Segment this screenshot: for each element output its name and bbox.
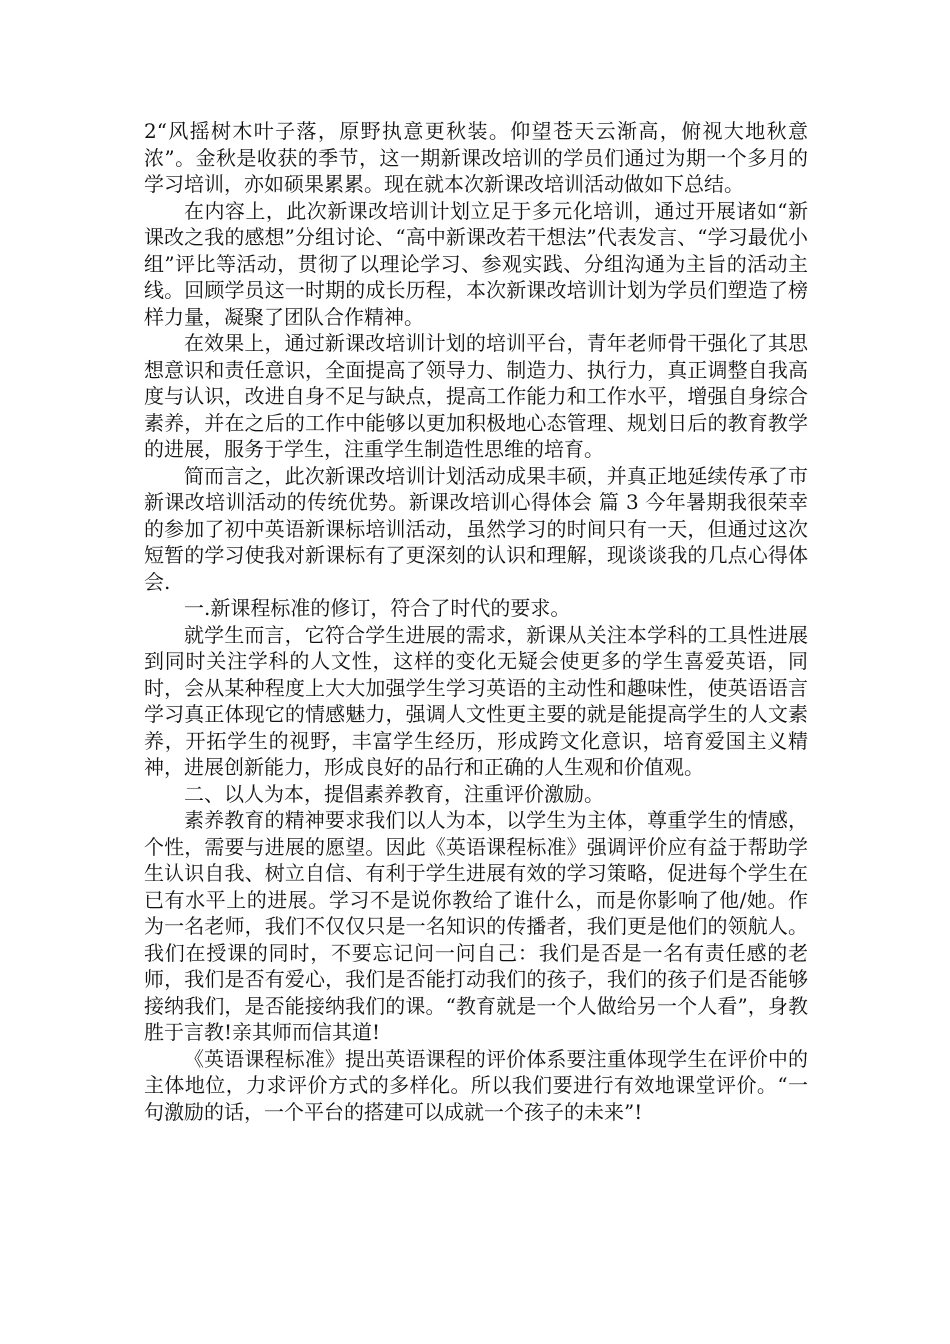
section-heading-2: 二、以人为本，提倡素养教育，注重评价激励。 [184, 781, 604, 806]
paragraph-effect: 在效果上，通过新课改培训计划的培训平台，青年老师骨干强化了其思想意识和责任意识，全面提高了领导力、制造力、执行力，真正调整自我高度与认识，改进自身不足与缺点，提高工作能力和工作水平，增强自身综合素养，并在之后的工作中能够以更加积极地心态管理、规划日后的教育教学的进展，服务于学生，注重学生制造性思维的培育。 [144, 331, 808, 461]
paragraph-summary: 简而言之，此次新课改培训计划活动成果丰硕，并真正地延续传承了市新课改培训活动的传统优势。新课改培训心得体会 篇 3 今年暑期我很荣幸的参加了初中英语新课标培训活动，虽然学习的时间只有一天，但通过这次短暂的学习使我对新课标有了更深刻的认识和理解，现谈谈我的几点心得体会. [144, 463, 808, 594]
section-heading-1: 一.新课程标准的修订，符合了时代的要求。 [184, 596, 571, 620]
paragraph-quality-education: 素养教育的精神要求我们以人为本，以学生为主体，尊重学生的情感，个性，需要与进展的愿望。因此《英语课程标准》强调评价应有益于帮助学生认识自我、树立自信、有利于学生进展有效的学习策略，促进每个学生在已有水平上的进展。学习不是说你教给了谁什么，而是你影响了他/她。作为一名老师，我们不仅仅只是一名知识的传播者，我们更是他们的领航人。我们在授课的同时，不要忘记问一问自己：我们是否是一名有责任感的老师，我们是否有爱心，我们是否能打动我们的孩子，我们的孩子们是否能够接纳我们，是否能接纳我们的课。“教育就是一个人做给另一个人看”，身教胜于言教!亲其师而信其道! [144, 808, 808, 1044]
paragraph-students: 就学生而言，它符合学生进展的需求，新课从关注本学科的工具性进展到同时关注学科的人文性，这样的变化无疑会使更多的学生喜爱英语，同时，会从某种程度上大大加强学生学习英语的主动性和趣味性，使英语语言学习真正体现它的情感魅力，强调人文性更主要的就是能提高学生的人文素养，开拓学生的视野，丰富学生经历，形成跨文化意识，培育爱国主义精神，进展创新能力，形成良好的品行和正确的人生观和价值观。 [144, 622, 808, 779]
paragraph-intro: 2“风摇树木叶子落，原野执意更秋装。仰望苍天云渐高，俯视大地秋意浓”。金秋是收获的季节，这一期新课改培训的学员们通过为期一个多月的学习培训，亦如硕果累累。现在就本次新课改培训活动做如下总结。 [144, 119, 808, 196]
paragraph-content: 在内容上，此次新课改培训计划立足于多元化培训，通过开展诸如“新课改之我的感想”分组讨论、“高中新课改若干想法”代表发言、“学习最优小组”评比等活动，贯彻了以理论学习、参观实践、分组沟通为主旨的活动主线。回顾学员这一时期的成长历程，本次新课改培训计划为学员们塑造了榜样力量，凝聚了团队合作精神。 [144, 198, 808, 329]
paragraph-evaluation: 《英语课程标准》提出英语课程的评价体系要注重体现学生在评价中的主体地位，力求评价方式的多样化。所以我们要进行有效地课堂评价。“一句激励的话，一个平台的搭建可以成就一个孩子的未来”! [144, 1046, 808, 1124]
document-body [144, 118, 808, 1125]
